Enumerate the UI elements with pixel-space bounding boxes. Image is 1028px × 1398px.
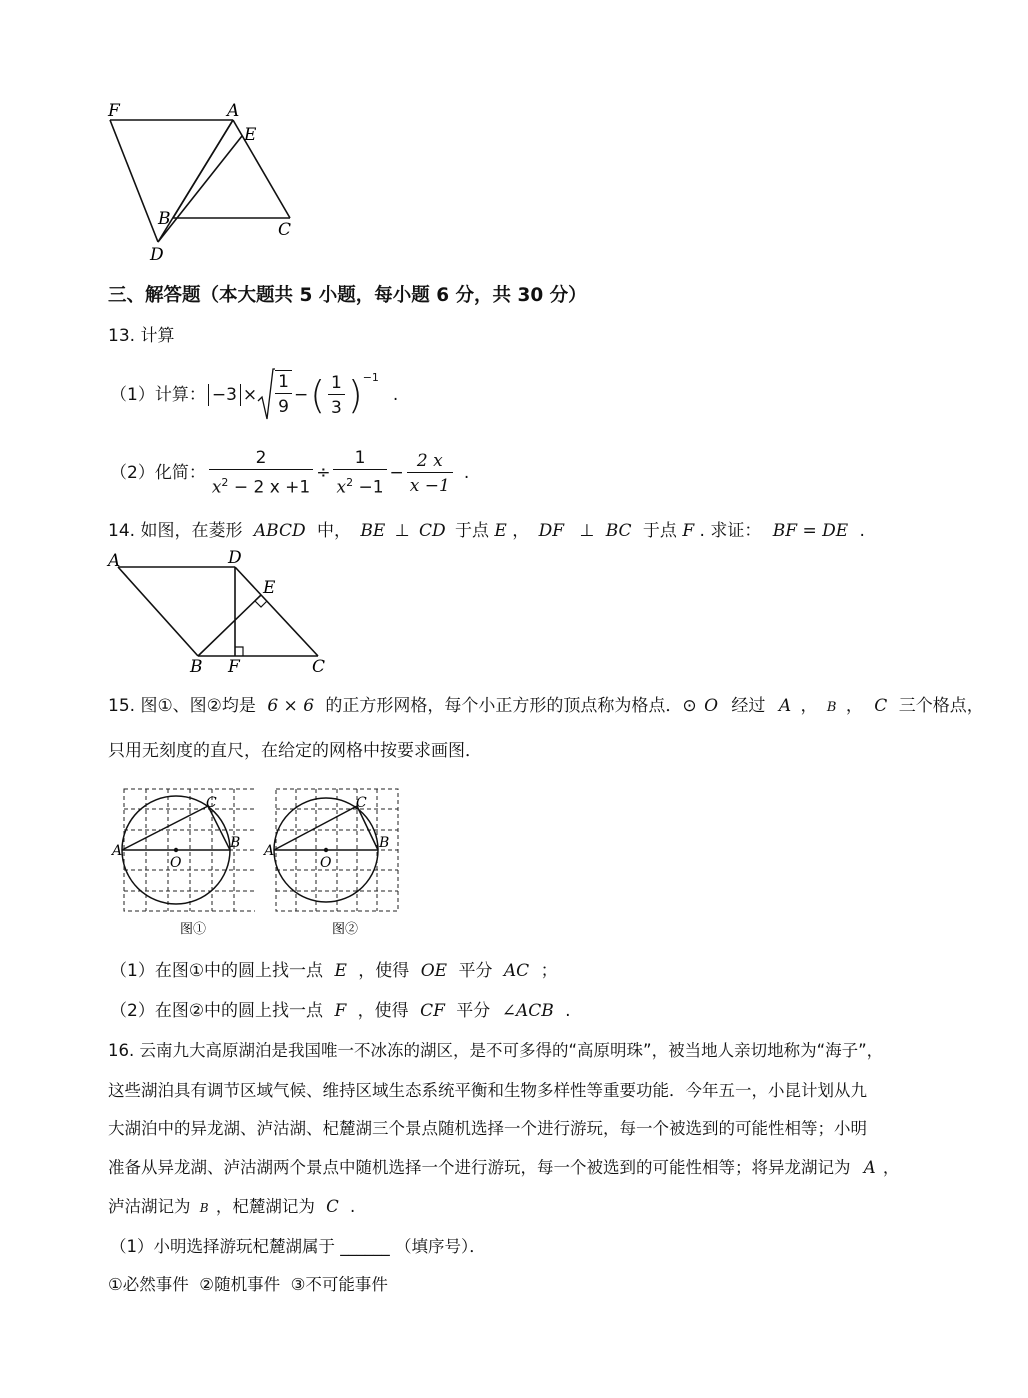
figure-grid-2 — [262, 780, 407, 940]
f3-den: x −1 — [407, 472, 453, 497]
label-A: A — [108, 551, 121, 571]
q15-a: A — [778, 696, 792, 716]
label-E: E — [263, 578, 276, 598]
p2-period: . — [463, 463, 470, 483]
p1-period: . — [392, 385, 399, 405]
q14-stem — [108, 520, 865, 542]
left-paren: ( — [310, 373, 326, 417]
f1-num: 2 — [255, 448, 267, 469]
frac-num: 1 — [331, 372, 342, 393]
q14-abcd: ABCD — [253, 521, 306, 541]
q15-p1-text-d: ； — [540, 961, 558, 981]
fraction-3 — [407, 450, 453, 497]
f1-den-x: x — [211, 477, 222, 498]
q14-f: F — [682, 521, 695, 541]
q13-p1-label: （1）计算： — [110, 385, 206, 405]
q15-p1-ac: AC — [503, 961, 530, 981]
q15-p2-text-d: . — [565, 1001, 571, 1021]
f2-den-exp: 2 — [346, 476, 354, 490]
f3-num: 2 x — [416, 450, 443, 471]
q16-line2: 这些湖泊具有调节区域气候、维持区域生态系统平衡和生物多样性等重要功能．今年五一，小昆计划从九 — [108, 1081, 867, 1100]
q16-c: C — [326, 1197, 339, 1216]
q15-p2-text-b: ，使得 — [357, 1001, 409, 1021]
q15-p1-oe: OE — [420, 961, 448, 981]
label-O: O — [170, 855, 182, 871]
q15-text-c: 经过 — [731, 696, 766, 716]
q14-text-a: 14. 如图，在菱形 — [108, 521, 243, 541]
f1-den-exp: 2 — [221, 476, 229, 490]
q15-p2-cf: CF — [420, 1001, 445, 1021]
q15-b: B — [826, 700, 837, 715]
q15-p1-e: E — [334, 961, 347, 981]
q16-line5 — [108, 1196, 355, 1219]
q16-line1: 16. 云南九大高原湖泊是我国唯一不冰冻的湖区，是不可多得的“高原明珠”，被当地人亲切地称为“海子”， — [108, 1041, 884, 1060]
right-paren: ) — [347, 373, 363, 417]
q15-part1 — [110, 960, 558, 982]
label-F: F — [108, 101, 120, 121]
q13-stem: 13. 计算 — [108, 326, 175, 346]
q16-part1 — [110, 1236, 486, 1258]
label-B: B — [190, 657, 203, 677]
q14-bc: BC — [605, 521, 632, 541]
q14-conclusion: BF = DE — [772, 521, 849, 541]
label-B: B — [230, 835, 241, 851]
q16-line5-period: . — [349, 1197, 356, 1216]
label-D: D — [228, 548, 242, 568]
f2-den — [333, 469, 386, 499]
perp-sign-1: ⊥ — [394, 521, 410, 541]
div-sign: ÷ — [316, 463, 331, 483]
q15-p1-text-a: （1）在图①中的圆上找一点 — [110, 961, 324, 981]
label-A: A — [264, 843, 275, 859]
perp-sign-2: ⊥ — [579, 521, 595, 541]
sqrt-expr — [257, 367, 292, 423]
figure-q14-rhombus — [100, 545, 340, 680]
q16-line5-text-b: ，杞麓湖记为 — [215, 1197, 315, 1216]
minus-sign-2: − — [389, 463, 404, 483]
q15-sep1: ， — [800, 696, 818, 716]
q14-text-g: . — [859, 521, 865, 541]
sqrt-num: 1 — [278, 372, 289, 392]
q15-text-b: 的正方形网格，每个小正方形的顶点称为格点．⊙ — [325, 696, 697, 716]
times-sign: × — [242, 385, 258, 405]
q15-p2-text-a: （2）在图②中的圆上找一点 — [110, 1001, 324, 1021]
q15-line2: 只用无刻度的直尺，在给定的网格中按要求画图． — [108, 741, 482, 761]
answer-blank[interactable]: ______ — [340, 1237, 390, 1256]
minus-sign: − — [293, 385, 309, 405]
q13-p2-label: （2）化简： — [110, 463, 206, 483]
label-C: C — [206, 795, 217, 811]
q15-p1-text-b: ，使得 — [358, 961, 410, 981]
q14-be: BE — [360, 521, 386, 541]
label-E: E — [244, 125, 257, 145]
q15-o: O — [704, 696, 719, 716]
label-O: O — [320, 855, 332, 871]
caption-figure-2: 图② — [332, 922, 359, 937]
frac-den: 3 — [328, 394, 345, 419]
q14-text-c: 于点 — [454, 521, 489, 541]
q16-line4-comma: ， — [882, 1158, 900, 1177]
figure-grid-1 — [110, 780, 255, 940]
sqrt-fraction — [275, 370, 292, 418]
q15-sep2: ， — [845, 696, 863, 716]
label-B: B — [158, 209, 171, 229]
radical-sign — [257, 367, 275, 423]
q15-line1 — [108, 695, 984, 719]
q15-p2-text-c: 平分 — [456, 1001, 491, 1021]
label-A: A — [227, 101, 240, 121]
label-B: B — [379, 835, 390, 851]
f2-den-rest: −1 — [358, 477, 384, 498]
sqrt-den: 9 — [275, 393, 292, 418]
q16-options: ①必然事件 ②随机事件 ③不可能事件 — [108, 1275, 388, 1294]
f1-den-rest: − 2 x +1 — [233, 477, 311, 498]
label-A: A — [112, 843, 123, 859]
figure-rhombus-top — [100, 100, 300, 265]
q14-text-e: 于点 — [642, 521, 677, 541]
q15-c: C — [874, 696, 888, 716]
label-C: C — [312, 657, 326, 677]
label-C: C — [278, 220, 292, 240]
q16-line4-text: 准备从异龙湖、泸沽湖两个景点中随机选择一个进行游玩，每一个被选到的可能性相等；将异龙湖记为 — [108, 1158, 851, 1177]
fraction-2 — [333, 447, 386, 499]
section-heading: 三、解答题（本大题共 5 小题，每小题 6 分，共 30 分） — [108, 285, 587, 306]
paren-fraction — [328, 372, 345, 419]
f2-den-x: x — [336, 477, 347, 498]
caption-figure-1: 图① — [180, 922, 207, 937]
abs-value: −3 — [208, 384, 241, 406]
q15-text-a: 15. 图①、图②均是 — [108, 696, 256, 716]
q14-text-b: 中， — [317, 521, 351, 541]
fraction-1 — [209, 447, 313, 499]
q14-text-f: . 求证： — [699, 521, 762, 541]
label-D: D — [150, 245, 164, 265]
label-F: F — [228, 657, 240, 677]
q15-grid-size: 6 × 6 — [267, 696, 315, 716]
q15-p1-text-c: 平分 — [458, 961, 493, 981]
exponent: −1 — [362, 371, 379, 384]
label-C: C — [356, 795, 367, 811]
f1-den — [209, 469, 313, 499]
q16-line4 — [108, 1157, 899, 1179]
q16-line3: 大湖泊中的异龙湖、泸沽湖、杞麓湖三个景点随机选择一个进行游玩，每一个被选到的可能性相等；小明 — [108, 1119, 867, 1138]
q15-part2 — [110, 1000, 571, 1022]
q15-p2-f: F — [334, 1001, 347, 1021]
q15-p2-angle: ∠ACB — [501, 1001, 554, 1021]
q15-text-d: 三个格点， — [898, 696, 984, 716]
q14-e: E — [494, 521, 507, 541]
q14-df: DF — [538, 521, 565, 541]
q14-text-d: ， — [512, 521, 530, 541]
q14-cd: CD — [418, 521, 446, 541]
q13-part2 — [110, 448, 469, 498]
q16-p1-text-b: （填序号）． — [395, 1237, 486, 1256]
q13-part1 — [110, 365, 398, 425]
q16-p1-text-a: （1）小明选择游玩杞麓湖属于 — [110, 1237, 335, 1256]
q16-line5-text-a: 泸沽湖记为 — [108, 1197, 191, 1216]
q16-a: A — [863, 1158, 876, 1177]
f2-num: 1 — [354, 448, 366, 469]
q16-b: B — [199, 1201, 209, 1215]
